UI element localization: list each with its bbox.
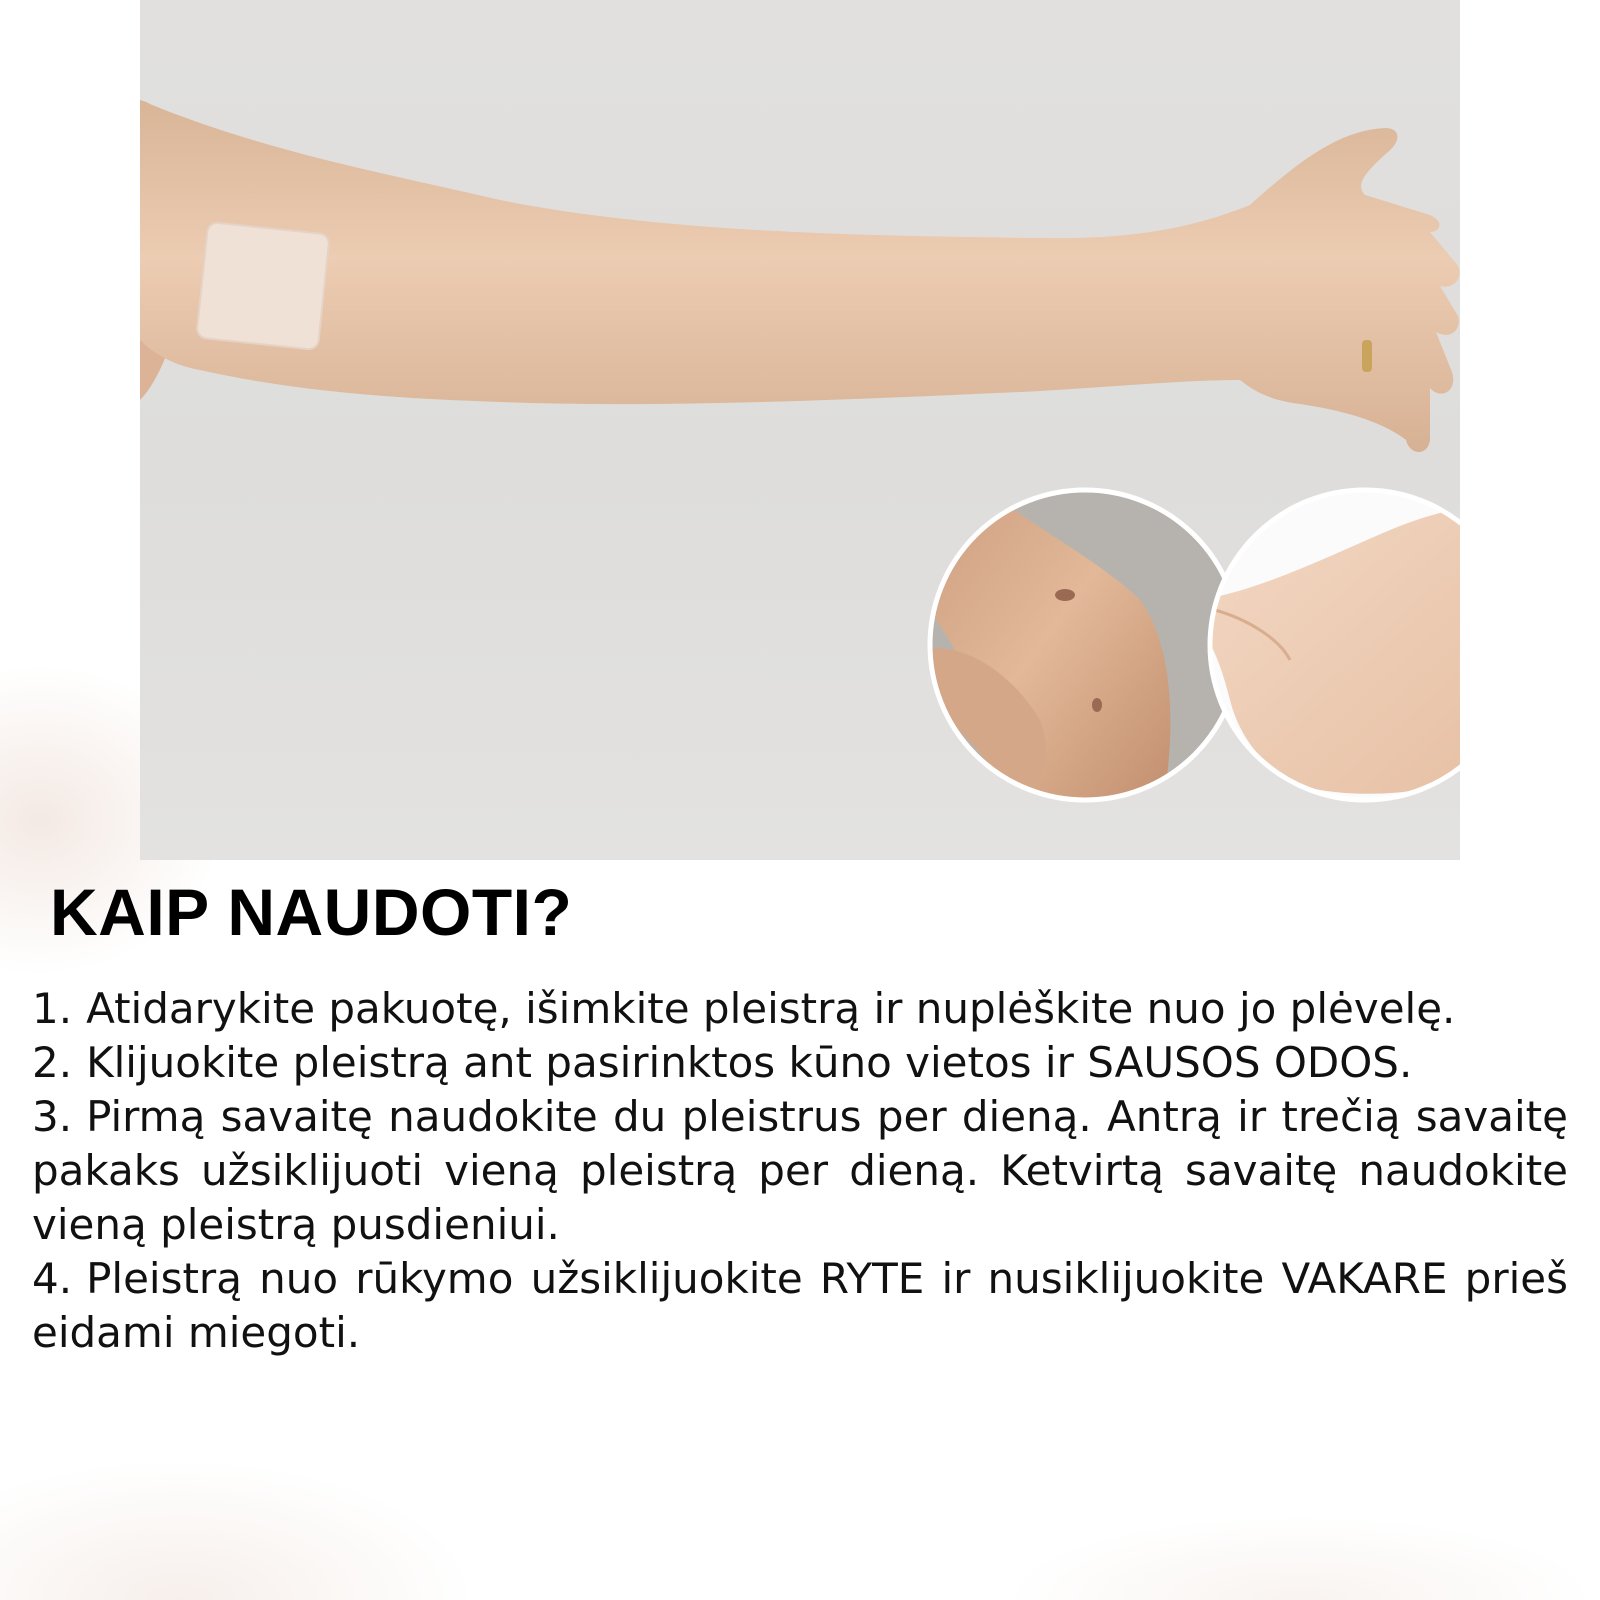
step-number: 2. xyxy=(32,1038,73,1087)
step-text: Klijuokite pleistrą ant pasirinktos kūno vietos ir SAUSOS ODOS. xyxy=(86,1038,1413,1087)
step-text: Pleistrą nuo rūkymo užsiklijuokite RYTE ir nusiklijuokite VAKARE prieš eidami miegoti. xyxy=(32,1254,1568,1357)
step-number: 3. xyxy=(32,1092,73,1141)
step-text: Pirmą savaitę naudokite du pleistrus per dieną. Antrą ir trečią savaitę pakaks užsiklijuoti vieną pleistrą per dieną. Ketvirtą savaitę naudokite vieną pleistrą pusdieniui. xyxy=(32,1092,1568,1249)
product-usage-photo xyxy=(140,0,1460,860)
instruction-list xyxy=(32,982,1568,1360)
instruction-step xyxy=(32,1036,1568,1090)
patch-shape xyxy=(196,222,329,350)
usage-illustration xyxy=(140,0,1460,860)
instruction-step xyxy=(32,1252,1568,1360)
instruction-step xyxy=(32,982,1568,1036)
wrist-inset xyxy=(1200,480,1460,810)
step-text: Atidarykite pakuotę, išimkite pleistrą ir nuplėškite nuo jo plėvelę. xyxy=(86,984,1456,1033)
step-number: 4. xyxy=(32,1254,73,1303)
ring-shape xyxy=(1362,340,1372,372)
instruction-step xyxy=(32,1090,1568,1252)
step-number: 1. xyxy=(32,984,73,1033)
arm-shape xyxy=(140,100,1460,452)
page-title: KAIP NAUDOTI? xyxy=(50,875,573,949)
torso-inset xyxy=(910,470,1250,820)
